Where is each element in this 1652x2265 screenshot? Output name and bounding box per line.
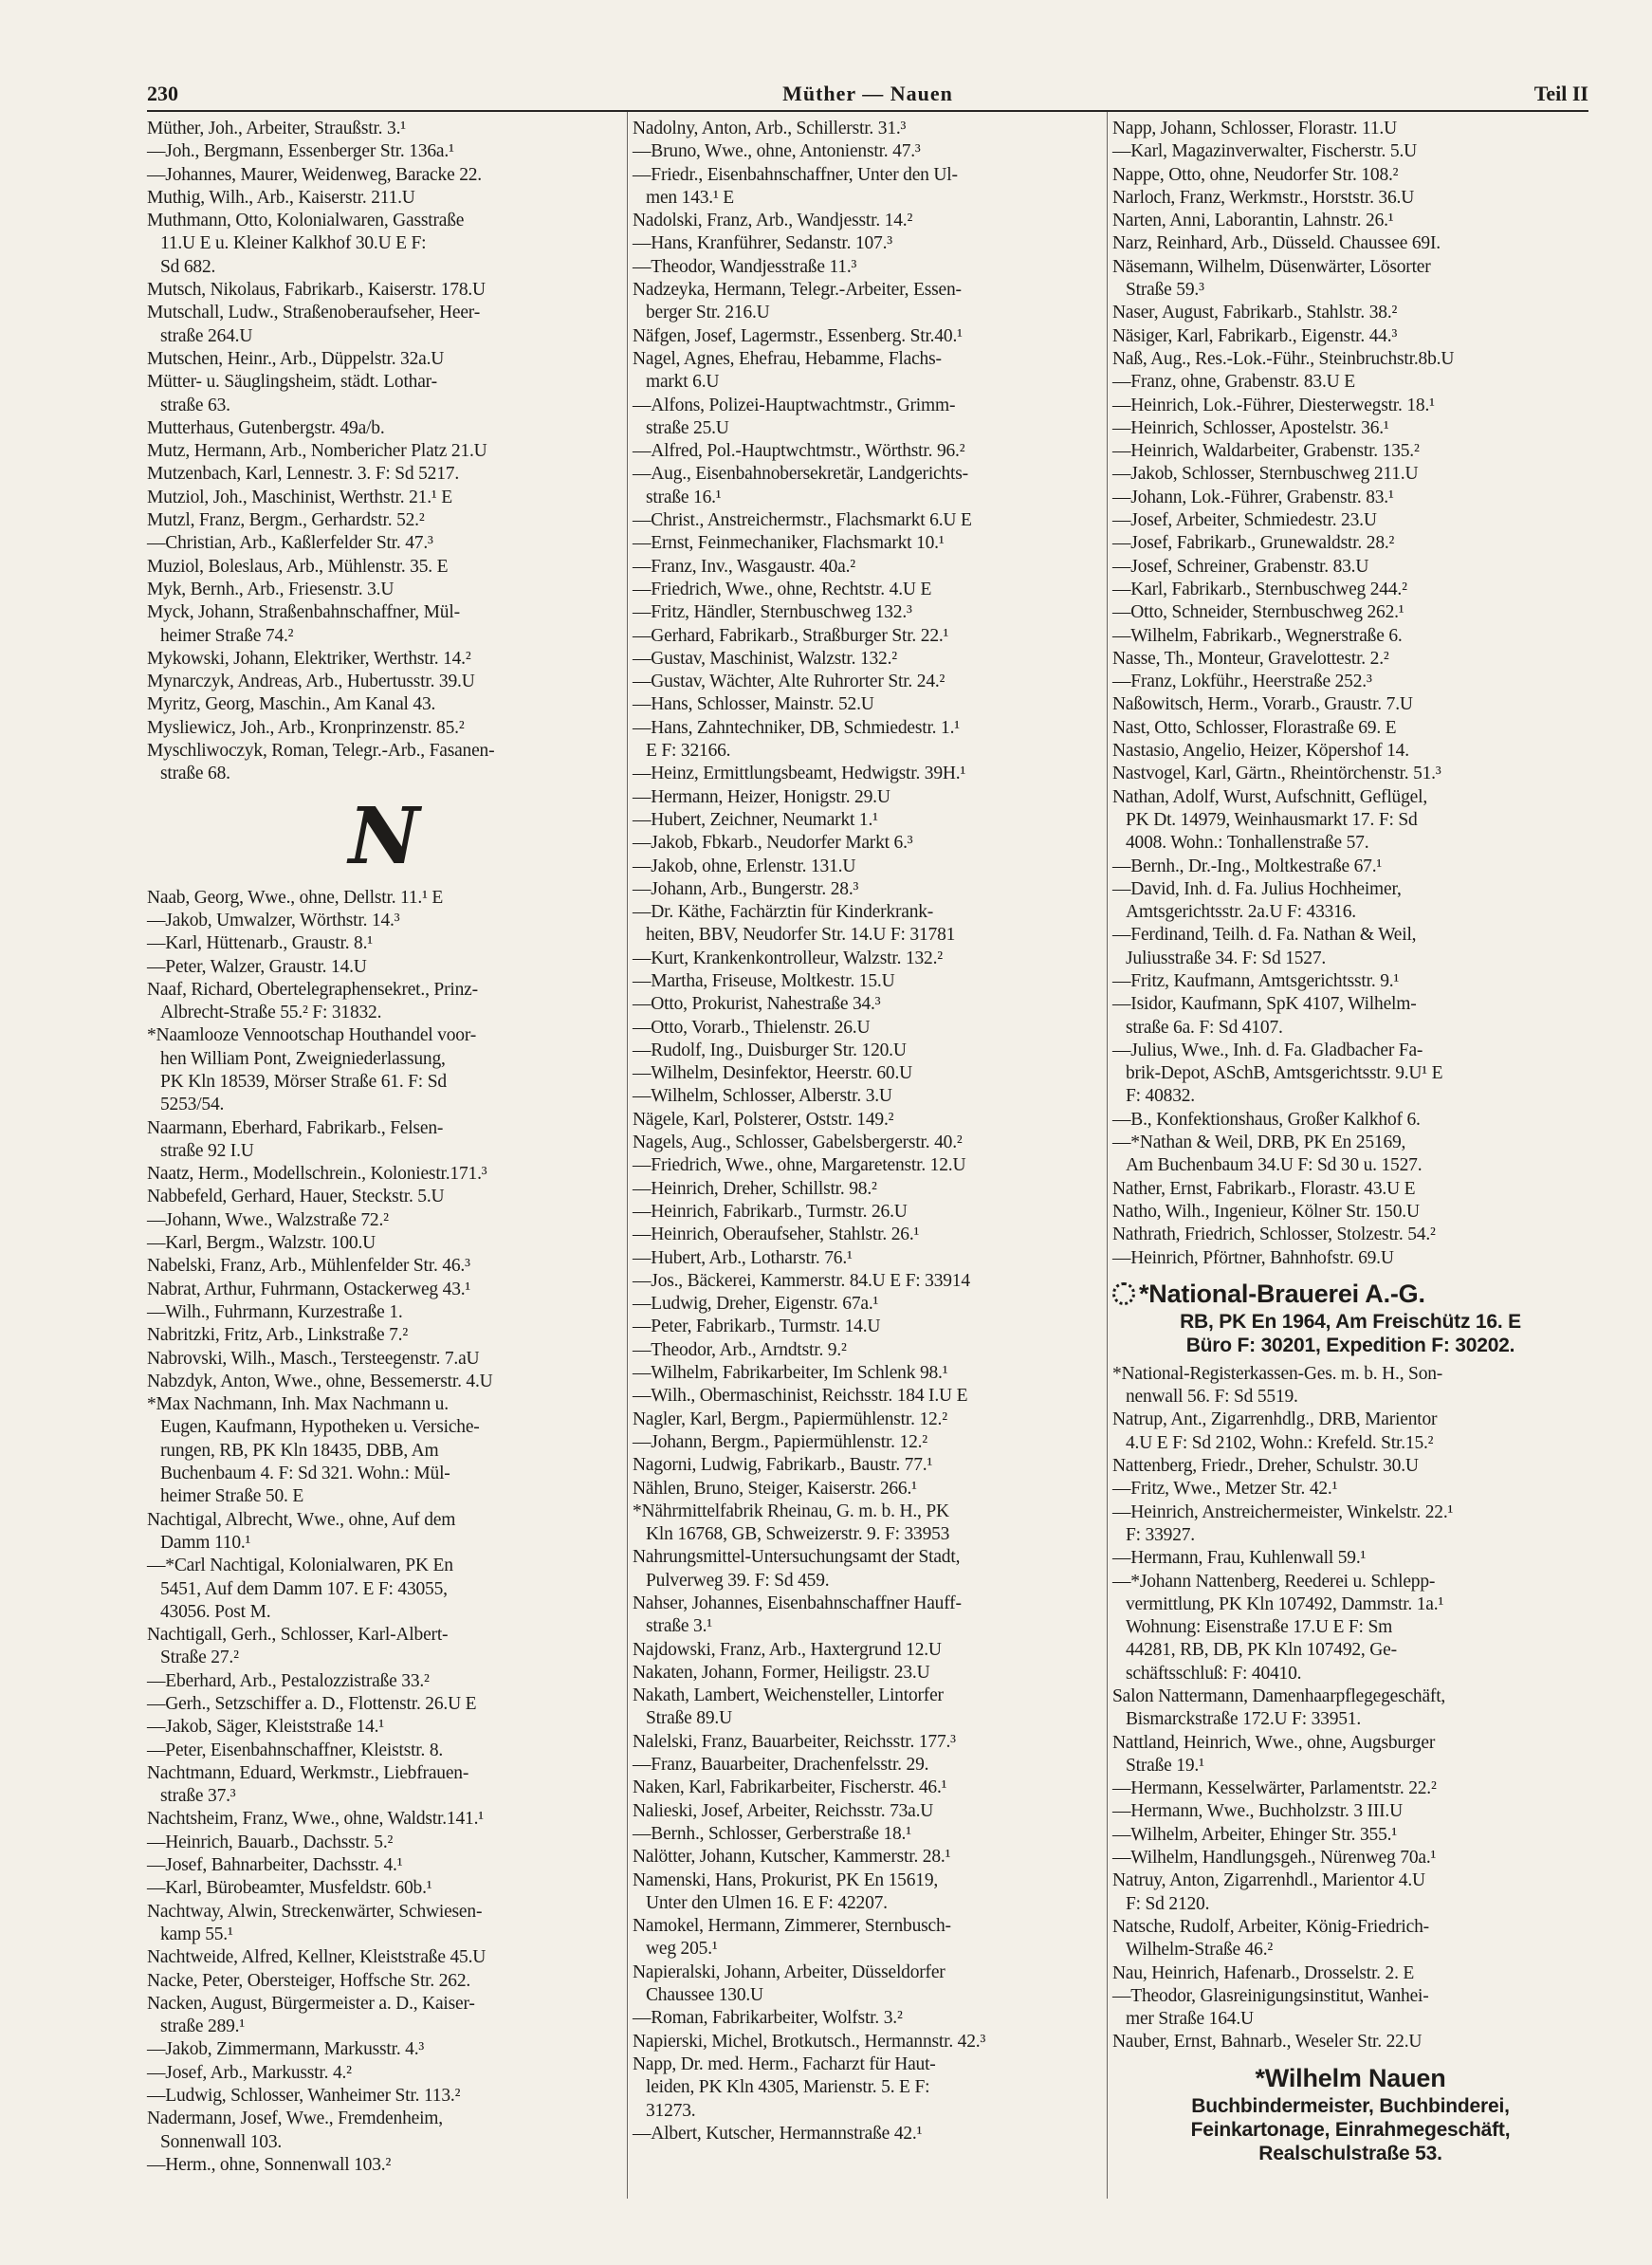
directory-line: Wilhelm-Straße 46.² — [1126, 1940, 1274, 1961]
directory-line: —Theodor, Arb., Arndtstr. 9.² — [633, 1339, 847, 1360]
directory-line: Mutziol, Joh., Maschinist, Werthstr. 21.¹ E — [147, 487, 452, 507]
directory-line: Straße 59.³ — [1126, 280, 1204, 301]
directory-line: Nagel, Agnes, Ehefrau, Hebamme, Flachs- — [633, 348, 942, 369]
directory-line: Nattenberg, Friedr., Dreher, Schulstr. 30.U — [1112, 1456, 1419, 1477]
directory-line: Mynarczyk, Andreas, Arb., Hubertusstr. 39.U — [147, 672, 475, 692]
directory-line: —Hermann, Frau, Kuhlenwall 59.¹ — [1112, 1548, 1367, 1569]
directory-line: Müther, Joh., Arbeiter, Straußstr. 3.¹ — [147, 119, 406, 138]
directory-line: Naarmann, Eberhard, Fabrikarb., Felsen- — [147, 1117, 444, 1138]
directory-line: Salon Nattermann, Damenhaarpflegegeschäft, — [1112, 1686, 1446, 1706]
directory-line: Eugen, Kaufmann, Hypotheken u. Versiche- — [160, 1417, 480, 1438]
directory-line: Naß, Aug., Res.-Lok.-Führ., Steinbruchstr.8b.U — [1112, 348, 1455, 369]
directory-line: —Hermann, Kesselwärter, Parlamentstr. 22.² — [1112, 1778, 1437, 1799]
directory-line: Nadolny, Anton, Arb., Schillerstr. 31.³ — [633, 119, 907, 138]
directory-line: Nastasio, Angelio, Heizer, Köpershof 14. — [1112, 741, 1409, 762]
directory-line: —Karl, Bergm., Walzstr. 100.U — [147, 1233, 376, 1254]
directory-line: Mykowski, Johann, Elektriker, Werthstr. 14.² — [147, 648, 471, 669]
directory-line: —Ferdinand, Teilh. d. Fa. Nathan & Weil, — [1112, 925, 1417, 946]
directory-line: Myritz, Georg, Maschin., Am Kanal 43. — [147, 694, 436, 715]
directory-line: markt 6.U — [646, 372, 720, 393]
directory-line: F: 33927. — [1126, 1524, 1195, 1545]
directory-line: —Heinrich, Waldarbeiter, Grabenstr. 135.² — [1112, 441, 1420, 462]
directory-line: —*Johann Nattenberg, Reederei u. Schlepp- — [1112, 1571, 1436, 1592]
directory-line: —Heinrich, Pförtner, Bahnhofstr. 69.U — [1112, 1247, 1394, 1268]
directory-line: —Heinrich, Fabrikarb., Turmstr. 26.U — [633, 1201, 908, 1222]
directory-line: straße 264.U — [160, 325, 253, 346]
directory-line: —Wilh., Fuhrmann, Kurzestraße 1. — [147, 1301, 403, 1322]
directory-line: —*Nathan & Weil, DRB, PK En 25169, — [1112, 1132, 1406, 1153]
directory-line: —Fritz, Kaufmann, Amtsgerichtsstr. 9.¹ — [1112, 970, 1400, 991]
directory-line: Albrecht-Straße 55.² F: 31832. — [160, 1003, 382, 1023]
directory-line: —Rudolf, Ing., Duisburger Str. 120.U — [633, 1040, 907, 1060]
directory-line: —Otto, Prokurist, Nahestraße 34.³ — [633, 994, 881, 1015]
page-header — [147, 82, 1588, 110]
directory-line: Nägele, Karl, Polsterer, Oststr. 149.² — [633, 1109, 894, 1130]
directory-line: —Christ., Anstreichermstr., Flachsmarkt 6.U E — [633, 510, 972, 531]
directory-line: Naser, August, Fabrikarb., Stahlstr. 38.² — [1112, 303, 1398, 323]
directory-line: Namenski, Hans, Prokurist, PK En 15619, — [633, 1869, 939, 1890]
directory-line: *Nährmittelfabrik Rheinau, G. m. b. H., PK — [633, 1501, 949, 1521]
entries-block — [147, 118, 621, 786]
directory-line: Kln 16768, GB, Schweizerstr. 9. F: 33953 — [646, 1524, 950, 1545]
directory-line: Nabritzki, Fritz, Arb., Linkstraße 7.² — [147, 1325, 408, 1346]
directory-line: Nathan, Adolf, Wurst, Aufschnitt, Geflügel, — [1112, 786, 1427, 807]
directory-line: Juliusstraße 34. F: Sd 1527. — [1126, 948, 1327, 968]
ad-line: Buchbindermeister, Buchbinderei, — [1191, 2094, 1510, 2117]
directory-line: Wohnung: Eisenstraße 17.U E F: Sm — [1126, 1617, 1393, 1638]
directory-line: —Bernh., Dr.-Ing., Moltkestraße 67.¹ — [1112, 856, 1383, 876]
directory-line: —Hans, Zahntechniker, DB, Schmiedestr. 1.¹ — [633, 717, 960, 738]
entries-block — [147, 887, 621, 2178]
directory-line: —Martha, Friseuse, Moltkestr. 15.U — [633, 970, 895, 991]
directory-line: —Kurt, Krankenkontrolleur, Walzstr. 132.² — [633, 948, 943, 968]
directory-line: —Josef, Arb., Markusstr. 4.² — [147, 2062, 352, 2083]
directory-line: Mutterhaus, Gutenbergstr. 49a/b. — [147, 417, 385, 438]
directory-line: Straße 27.² — [160, 1648, 239, 1668]
directory-line: Muthmann, Otto, Kolonialwaren, Gasstraße — [147, 211, 465, 231]
directory-line: *National-Registerkassen-Ges. m. b. H., Son- — [1112, 1363, 1443, 1384]
directory-line: Bismarckstraße 172.U F: 33951. — [1126, 1709, 1362, 1730]
directory-line: Mutzl, Franz, Bergm., Gerhardstr. 52.² — [147, 510, 425, 531]
directory-line: leiden, PK Kln 4305, Marienstr. 5. E F: — [646, 2077, 930, 2098]
directory-line: —Peter, Walzer, Graustr. 14.U — [147, 956, 367, 977]
directory-line: brik-Depot, ASchB, Amtsgerichtsstr. 9.U¹ E — [1126, 1063, 1443, 1084]
directory-line: Näsemann, Wilhelm, Düsenwärter, Lösorter — [1112, 256, 1431, 277]
directory-line: —Jakob, Fbkarb., Neudorfer Markt 6.³ — [633, 833, 913, 854]
directory-line: —Bernh., Schlosser, Gerberstraße 18.¹ — [633, 1823, 911, 1844]
directory-line: —Karl, Fabrikarb., Sternbuschweg 244.² — [1112, 579, 1407, 599]
directory-line: Nagels, Aug., Schlosser, Gabelsbergerstr. 40.² — [633, 1132, 963, 1153]
directory-line: Nachtweide, Alfred, Kellner, Kleiststraße 45.U — [147, 1947, 486, 1968]
directory-line: straße 37.³ — [160, 1786, 236, 1807]
directory-line: Nachtigall, Gerh., Schlosser, Karl-Albert- — [147, 1625, 449, 1646]
directory-line: —Josef, Arbeiter, Schmiedestr. 23.U — [1112, 510, 1377, 531]
directory-line: straße 92 I.U — [160, 1140, 254, 1161]
directory-line: nenwall 56. F: Sd 5519. — [1126, 1387, 1298, 1408]
directory-line: —Hans, Kranführer, Sedanstr. 107.³ — [633, 233, 892, 254]
directory-line: —Heinrich, Lok.-Führer, Diesterwegstr. 18.¹ — [1112, 395, 1435, 415]
directory-line: Nast, Otto, Schlosser, Florastraße 69. E — [1112, 717, 1397, 738]
column-1 — [147, 118, 621, 2177]
directory-line: 4.U E F: Sd 2102, Wohn.: Krefeld. Str.15.² — [1126, 1432, 1434, 1453]
directory-line: Nau, Heinrich, Hafenarb., Drosselstr. 2. E — [1112, 1962, 1415, 1983]
directory-line: 44281, RB, DB, PK Kln 107492, Ge- — [1126, 1640, 1397, 1661]
directory-line: —Theodor, Wandjesstraße 11.³ — [633, 256, 857, 277]
directory-line: Nathrath, Friedrich, Schlosser, Stolzestr. 54.² — [1112, 1225, 1436, 1245]
directory-line: —Josef, Fabrikarb., Grunewaldstr. 28.² — [1112, 533, 1395, 554]
directory-line: Amtsgerichtsstr. 2a.U F: 43316. — [1126, 902, 1356, 923]
directory-line: Naaf, Richard, Obertelegraphensekret., Prinz- — [147, 979, 478, 1000]
directory-line: 11.U E u. Kleiner Kalkhof 30.U E F: — [160, 233, 427, 254]
directory-line: Unter den Ulmen 16. E F: 42207. — [646, 1892, 888, 1913]
running-title: Müther — Nauen — [782, 82, 953, 105]
directory-line: Naken, Karl, Fabrikarbeiter, Fischerstr. 46.¹ — [633, 1777, 947, 1798]
directory-line: —Josef, Schreiner, Grabenstr. 83.U — [1112, 556, 1369, 577]
directory-line: heimer Straße 50. E — [160, 1486, 304, 1507]
column-3 — [1112, 118, 1588, 2171]
directory-line: berger Str. 216.U — [646, 303, 770, 323]
directory-line: —Jakob, Umwalzer, Wörthstr. 14.³ — [147, 910, 400, 930]
directory-line: —Ludwig, Dreher, Eigenstr. 67a.¹ — [633, 1294, 879, 1315]
directory-line: Nadzeyka, Hermann, Telegr.-Arbeiter, Essen- — [633, 280, 962, 301]
directory-line: —Franz, Lokführ., Heerstraße 252.³ — [1112, 672, 1372, 692]
directory-line: Muthig, Wilh., Arb., Kaiserstr. 211.U — [147, 187, 415, 208]
directory-line: Nabrovski, Wilh., Masch., Tersteegenstr. 7.aU — [147, 1348, 480, 1369]
section-letter: N — [348, 790, 420, 882]
directory-line: F: Sd 2120. — [1126, 1893, 1210, 1914]
advertisement-national-brauerei — [1112, 1278, 1588, 1357]
column-divider — [1107, 112, 1108, 2199]
directory-line: Nastvogel, Karl, Gärtn., Rheintörchenstr. 51.³ — [1112, 764, 1441, 784]
directory-line: Nadolski, Franz, Arb., Wandjesstr. 14.² — [633, 211, 913, 231]
directory-line: Nabbefeld, Gerhard, Hauer, Steckstr. 5.U — [147, 1187, 445, 1207]
directory-line: —Friedrich, Wwe., ohne, Rechtstr. 4.U E — [633, 579, 932, 599]
directory-line: PK Kln 18539, Mörser Straße 61. F: Sd — [160, 1071, 447, 1092]
directory-line: Muziol, Boleslaus, Arb., Mühlenstr. 35. E — [147, 556, 449, 577]
directory-line: Mutsch, Nikolaus, Fabrikarb., Kaiserstr. 178.U — [147, 280, 486, 301]
directory-line: Natsche, Rudolf, Arbeiter, König-Friedrich- — [1112, 1916, 1429, 1937]
directory-line: Narz, Reinhard, Arb., Düsseld. Chaussee 69I. — [1112, 233, 1441, 254]
directory-line: kamp 55.¹ — [160, 1924, 233, 1944]
directory-line: Nalötter, Johann, Kutscher, Kammerstr. 28.¹ — [633, 1847, 951, 1868]
directory-line: Näsiger, Karl, Fabrikarb., Eigenstr. 44.³ — [1112, 325, 1398, 346]
directory-line: —Jakob, ohne, Erlenstr. 131.U — [633, 856, 856, 876]
directory-line: —Gerhard, Fabrikarb., Straßburger Str. 22.¹ — [633, 625, 949, 646]
directory-line: —Fritz, Händler, Sternbuschweg 132.³ — [633, 602, 912, 623]
directory-line: —Heinrich, Bauarb., Dachsstr. 5.² — [147, 1832, 394, 1852]
directory-line: —Christian, Arb., Kaßlerfelder Str. 47.³ — [147, 533, 433, 554]
directory-line: Nachtsheim, Franz, Wwe., ohne, Waldstr.141.¹ — [147, 1809, 484, 1830]
directory-line: 43056. Post M. — [160, 1601, 271, 1622]
directory-line: Myk, Bernh., Arb., Friesenstr. 3.U — [147, 579, 395, 599]
entries-block — [633, 118, 1102, 2145]
directory-line: —Karl, Magazinverwalter, Fischerstr. 5.U — [1112, 141, 1417, 162]
directory-line: hen William Pont, Zweigniederlassung, — [160, 1048, 446, 1069]
directory-line: Nählen, Bruno, Steiger, Kaiserstr. 266.¹ — [633, 1478, 917, 1499]
directory-line: —Wilhelm, Fabrikarbeiter, Im Schlenk 98.¹ — [633, 1363, 948, 1384]
ad-name: *National-Brauerei A.-G. — [1139, 1279, 1425, 1308]
directory-line: PK Dt. 14979, Weinhausmarkt 17. F: Sd — [1126, 809, 1418, 830]
directory-line: Am Buchenbaum 34.U F: Sd 30 u. 1527. — [1126, 1155, 1423, 1176]
directory-line: —Wilhelm, Schlosser, Alberstr. 3.U — [633, 1086, 892, 1107]
directory-line: Nacke, Peter, Obersteiger, Hoffsche Str. 262. — [147, 1970, 471, 1991]
directory-line: —Hans, Schlosser, Mainstr. 52.U — [633, 694, 874, 715]
directory-line: —Wilhelm, Handlungsgeh., Nürenweg 70a.¹ — [1112, 1848, 1437, 1869]
directory-line: —Wilhelm, Fabrikarb., Wegnerstraße 6. — [1112, 625, 1403, 646]
directory-line: Nahser, Johannes, Eisenbahnschaffner Hauff- — [633, 1593, 962, 1613]
directory-line: 5451, Auf dem Damm 107. E F: 43055, — [160, 1578, 448, 1599]
directory-line: —Jos., Bäckerei, Kammerstr. 84.U E F: 33914 — [633, 1270, 970, 1291]
directory-line: —Dr. Käthe, Fachärztin für Kinderkrank- — [633, 902, 934, 923]
directory-line: —Jakob, Säger, Kleiststraße 14.¹ — [147, 1717, 384, 1738]
page-number: 230 — [147, 82, 178, 105]
directory-line: Buchenbaum 4. F: Sd 321. Wohn.: Mül- — [160, 1464, 450, 1484]
directory-line: —Heinz, Ermittlungsbeamt, Hedwigstr. 39H.¹ — [633, 764, 966, 784]
directory-line: —Gerh., Setzschiffer a. D., Flottenstr. 26.U E — [147, 1694, 477, 1714]
directory-line: Nabzdyk, Anton, Wwe., ohne, Bessemerstr. 4.U — [147, 1371, 493, 1391]
entries-block — [1112, 1363, 1588, 2054]
ad-line: Büro F: 30201, Expedition F: 30202. — [1185, 1334, 1515, 1356]
directory-line: Mutschen, Heinr., Arb., Düppelstr. 32a.U — [147, 348, 445, 369]
directory-line: —Heinrich, Anstreichermeister, Winkelstr. 22.¹ — [1112, 1501, 1454, 1522]
directory-line: —Alfred, Pol.-Hauptwchtmstr., Wörthstr. 96.² — [633, 441, 965, 462]
directory-line: Näfgen, Josef, Lagermstr., Essenberg. Str.40.¹ — [633, 325, 963, 346]
directory-line: Naßowitsch, Herm., Vorarb., Graustr. 7.U — [1112, 694, 1413, 715]
directory-line: Nahrungsmittel-Untersuchungsamt der Stadt, — [633, 1547, 961, 1568]
directory-line: Nagorni, Ludwig, Fabrikarb., Baustr. 77.¹ — [633, 1455, 933, 1476]
ad-name: *Wilhelm Nauen — [1255, 2063, 1446, 2092]
directory-line: —B., Konfektionshaus, Großer Kalkhof 6. — [1112, 1109, 1421, 1130]
directory-line: —Peter, Eisenbahnschaffner, Kleiststr. 8. — [147, 1740, 444, 1760]
directory-line: straße 63. — [160, 395, 230, 415]
directory-line: —Jakob, Schlosser, Sternbuschweg 211.U — [1112, 464, 1419, 485]
directory-line: —Peter, Fabrikarb., Turmstr. 14.U — [633, 1317, 881, 1337]
directory-line: straße 289.¹ — [160, 2016, 246, 2037]
directory-line: —Friedr., Eisenbahnschaffner, Unter den Ul- — [633, 164, 958, 185]
ad-line: Feinkartonage, Einrahmegeschäft, — [1190, 2118, 1511, 2141]
directory-line: —Albert, Kutscher, Hermannstraße 42.¹ — [633, 2123, 923, 2144]
directory-line: Nalelski, Franz, Bauarbeiter, Reichsstr. 177.³ — [633, 1731, 956, 1752]
directory-line: —Gustav, Wächter, Alte Ruhrorter Str. 24.² — [633, 672, 945, 692]
directory-line: —Heinrich, Oberaufseher, Stahlstr. 26.¹ — [633, 1225, 920, 1245]
directory-line: Nasse, Th., Monteur, Gravelottestr. 2.² — [1112, 648, 1389, 669]
directory-line: —*Carl Nachtigal, Kolonialwaren, PK En — [147, 1556, 453, 1576]
directory-line: Damm 110.¹ — [160, 1532, 251, 1553]
directory-line: heimer Straße 74.² — [160, 625, 294, 646]
directory-line: Namokel, Hermann, Zimmerer, Sternbusch- — [633, 1916, 951, 1937]
directory-line: straße 16.¹ — [646, 487, 722, 507]
directory-line: —Franz, Bauarbeiter, Drachenfelsstr. 29. — [633, 1755, 929, 1776]
directory-line: vermittlung, PK Kln 107492, Dammstr. 1a.¹ — [1126, 1593, 1444, 1614]
directory-line: F: 40832. — [1126, 1086, 1195, 1107]
directory-line: Natho, Wilh., Ingenieur, Kölner Str. 150.U — [1112, 1201, 1420, 1222]
directory-line: —Franz, ohne, Grabenstr. 83.U E — [1112, 372, 1355, 393]
directory-line: —Hermann, Wwe., Buchholzstr. 3 III.U — [1112, 1801, 1403, 1822]
directory-line: Sonnenwall 103. — [160, 2131, 283, 2152]
directory-line: mer Straße 164.U — [1126, 2009, 1254, 2030]
directory-line: Nakaten, Johann, Former, Heiligstr. 23.U — [633, 1662, 930, 1683]
directory-line: —Wilhelm, Arbeiter, Ehinger Str. 355.¹ — [1112, 1824, 1397, 1845]
directory-line: weg 205.¹ — [646, 1939, 718, 1960]
directory-line: —Isidor, Kaufmann, SpK 4107, Wilhelm- — [1112, 994, 1417, 1015]
directory-line: —Josef, Bahnarbeiter, Dachsstr. 4.¹ — [147, 1855, 403, 1876]
directory-line: 31273. — [646, 2100, 696, 2121]
directory-line: Straße 19.¹ — [1126, 1755, 1204, 1776]
directory-line: —Wilh., Obermaschinist, Reichsstr. 184 I.U E — [633, 1386, 968, 1407]
directory-line: straße 6a. F: Sd 4107. — [1126, 1017, 1283, 1038]
header-rule — [147, 110, 1588, 112]
directory-line: —Johann, Lok.-Führer, Grabenstr. 83.¹ — [1112, 487, 1394, 507]
directory-line: Nauber, Ernst, Bahnarb., Weseler Str. 22.U — [1112, 2032, 1423, 2053]
directory-line: —Jakob, Zimmermann, Markusstr. 4.³ — [147, 2039, 425, 2060]
directory-line: Chaussee 130.U — [646, 1985, 763, 2006]
directory-line: —Alfons, Polizei-Hauptwachtmstr., Grimm- — [633, 395, 956, 415]
directory-line: Nalieski, Josef, Arbeiter, Reichsstr. 73a.U — [633, 1800, 934, 1821]
directory-line: —Joh., Bergmann, Essenberger Str. 136a.¹ — [147, 141, 454, 162]
directory-line: Nakath, Lambert, Weichensteller, Lintorfer — [633, 1685, 944, 1706]
directory-line: E F: 32166. — [646, 741, 731, 762]
directory-line: —Herm., ohne, Sonnenwall 103.² — [147, 2154, 392, 2175]
directory-line: —Aug., Eisenbahnobersekretär, Landgerichts- — [633, 464, 968, 485]
directory-line: schäftsschluß: F: 40410. — [1126, 1663, 1302, 1684]
column-2 — [633, 118, 1102, 2145]
directory-line: Natrup, Ant., Zigarrenhdlg., DRB, Marientor — [1112, 1409, 1438, 1430]
directory-line: Mysliewicz, Joh., Arb., Kronprinzenstr. 85.² — [147, 717, 465, 738]
directory-line: —Hubert, Zeichner, Neumarkt 1.¹ — [633, 809, 878, 830]
directory-line: —Roman, Fabrikarbeiter, Wolfstr. 3.² — [633, 2008, 903, 2029]
directory-line: —Theodor, Glasreinigungsinstitut, Wanhei- — [1112, 1985, 1429, 2006]
directory-line: Najdowski, Franz, Arb., Haxtergrund 12.U — [633, 1639, 942, 1660]
directory-line: —Friedrich, Wwe., ohne, Margaretenstr. 12.U — [633, 1155, 966, 1176]
directory-line: Nather, Ernst, Fabrikarb., Florastr. 43.U E — [1112, 1178, 1416, 1199]
directory-line: Natruy, Anton, Zigarrenhdl., Marientor 4.U — [1112, 1870, 1425, 1891]
directory-line: Sd 682. — [160, 256, 216, 277]
directory-line: heiten, BBV, Neudorfer Str. 14.U F: 31781 — [646, 925, 956, 946]
brewery-star-icon — [1112, 1282, 1135, 1305]
directory-line: men 143.¹ E — [646, 187, 735, 208]
ad-line: Realschulstraße 53. — [1258, 2142, 1442, 2164]
directory-line: Mutz, Hermann, Arb., Nombericher Platz 21.U — [147, 441, 487, 462]
directory-line: Nadermann, Josef, Wwe., Fremdenheim, — [147, 2108, 443, 2129]
directory-line: Napierski, Michel, Brotkutsch., Hermannstr. 42.³ — [633, 2031, 986, 2052]
directory-line: Nagler, Karl, Bergm., Papiermühlenstr. 12.² — [633, 1409, 947, 1429]
directory-line: —Franz, Inv., Wasgaustr. 40a.² — [633, 556, 855, 577]
directory-line: —Fritz, Wwe., Metzer Str. 42.¹ — [1112, 1479, 1338, 1500]
directory-line: —Otto, Schneider, Sternbuschweg 262.¹ — [1112, 602, 1404, 623]
directory-line: —Johann, Arb., Bungerstr. 28.³ — [633, 878, 859, 899]
directory-line: —Heinrich, Schlosser, Apostelstr. 36.¹ — [1112, 417, 1389, 438]
directory-line: —Julius, Wwe., Inh. d. Fa. Gladbacher Fa- — [1112, 1040, 1423, 1060]
directory-line: Mütter- u. Säuglingsheim, städt. Lothar- — [147, 372, 437, 393]
directory-line: —Hermann, Heizer, Honigstr. 29.U — [633, 786, 890, 807]
directory-line: straße 3.¹ — [646, 1616, 712, 1637]
directory-line: Pulverweg 39. F: Sd 459. — [646, 1570, 830, 1591]
directory-line: —Johann, Bergm., Papiermühlenstr. 12.² — [633, 1431, 927, 1452]
directory-line: 5253/54. — [160, 1095, 225, 1115]
directory-line: Nabelski, Franz, Arb., Mühlenfelder Str. 46.³ — [147, 1256, 470, 1277]
directory-line: Nachtmann, Eduard, Werkmstr., Liebfrauen- — [147, 1762, 469, 1783]
directory-line: —Hubert, Arb., Lotharstr. 76.¹ — [633, 1247, 853, 1268]
directory-line: Nabrat, Arthur, Fuhrmann, Ostackerweg 43.¹ — [147, 1279, 471, 1299]
directory-line: —Heinrich, Dreher, Schillstr. 98.² — [633, 1178, 877, 1199]
directory-line: Napp, Dr. med. Herm., Facharzt für Haut- — [633, 2053, 936, 2074]
directory-line: Napieralski, Johann, Arbeiter, Düsseldorfer — [633, 1961, 945, 1982]
advertisement-wilhelm-nauen — [1112, 2062, 1588, 2165]
entries-block — [1112, 118, 1588, 1270]
part-label: Teil II — [1533, 82, 1588, 105]
directory-line: —Ludwig, Schlosser, Wanheimer Str. 113.² — [147, 2086, 461, 2107]
directory-line: Narten, Anni, Laborantin, Lahnstr. 26.¹ — [1112, 211, 1394, 231]
directory-line: 4008. Wohn.: Tonhallenstraße 57. — [1126, 833, 1369, 854]
directory-line: —David, Inh. d. Fa. Julius Hochheimer, — [1112, 878, 1402, 899]
directory-line: —Karl, Hüttenarb., Graustr. 8.¹ — [147, 933, 373, 954]
directory-line: —Wilhelm, Desinfektor, Heerstr. 60.U — [633, 1063, 913, 1084]
directory-line: rungen, RB, PK Kln 18435, DBB, Am — [160, 1440, 439, 1461]
directory-line: —Otto, Vorarb., Thielenstr. 26.U — [633, 1017, 871, 1038]
directory-line: Myck, Johann, Straßenbahnschaffner, Mül- — [147, 602, 460, 623]
directory-line: —Johann, Wwe., Walzstraße 72.² — [147, 1209, 389, 1230]
directory-line: Mutzenbach, Karl, Lennestr. 3. F: Sd 5217. — [147, 464, 460, 485]
directory-line: —Johannes, Maurer, Weidenweg, Baracke 22. — [147, 164, 482, 185]
directory-line: Nappe, Otto, ohne, Neudorfer Str. 108.² — [1112, 164, 1399, 185]
directory-line: straße 25.U — [646, 417, 729, 438]
directory-line: —Gustav, Maschinist, Walzstr. 132.² — [633, 648, 897, 669]
directory-line: Nachtigal, Albrecht, Wwe., ohne, Auf dem — [147, 1509, 456, 1530]
directory-line: Mutschall, Ludw., Straßenoberaufseher, Heer- — [147, 303, 481, 323]
directory-line: —Karl, Bürobeamter, Musfeldstr. 60b.¹ — [147, 1878, 432, 1899]
directory-line: straße 68. — [160, 764, 230, 784]
ad-line: RB, PK En 1964, Am Freischütz 16. E — [1180, 1310, 1521, 1333]
directory-line: —Bruno, Wwe., ohne, Antonienstr. 47.³ — [633, 141, 921, 162]
column-divider — [627, 112, 628, 2199]
directory-line: *Max Nachmann, Inh. Max Nachmann u. — [147, 1394, 449, 1415]
directory-line: *Naamlooze Vennootschap Houthandel voor- — [147, 1025, 477, 1046]
directory-line: Nachtway, Alwin, Streckenwärter, Schwiesen- — [147, 1901, 483, 1922]
directory-line: —Ernst, Feinmechaniker, Flachsmarkt 10.¹ — [633, 533, 945, 554]
directory-line: Straße 89.U — [646, 1708, 732, 1729]
directory-line: Narloch, Franz, Werkmstr., Horststr. 36.U — [1112, 187, 1415, 208]
directory-line: —Eberhard, Arb., Pestalozzistraße 33.² — [147, 1670, 430, 1691]
directory-line: Nattland, Heinrich, Wwe., ohne, Augsburger — [1112, 1732, 1436, 1753]
directory-line: Naatz, Herm., Modellschrein., Koloniestr.171.³ — [147, 1164, 487, 1185]
directory-line: Myschliwoczyk, Roman, Telegr.-Arb., Fasanen- — [147, 741, 495, 762]
directory-line: Nacken, August, Bürgermeister a. D., Kaiser- — [147, 1993, 475, 2014]
directory-line: Naab, Georg, Wwe., ohne, Dellstr. 11.¹ E — [147, 887, 444, 908]
directory-line: Napp, Johann, Schlosser, Florastr. 11.U — [1112, 119, 1397, 138]
